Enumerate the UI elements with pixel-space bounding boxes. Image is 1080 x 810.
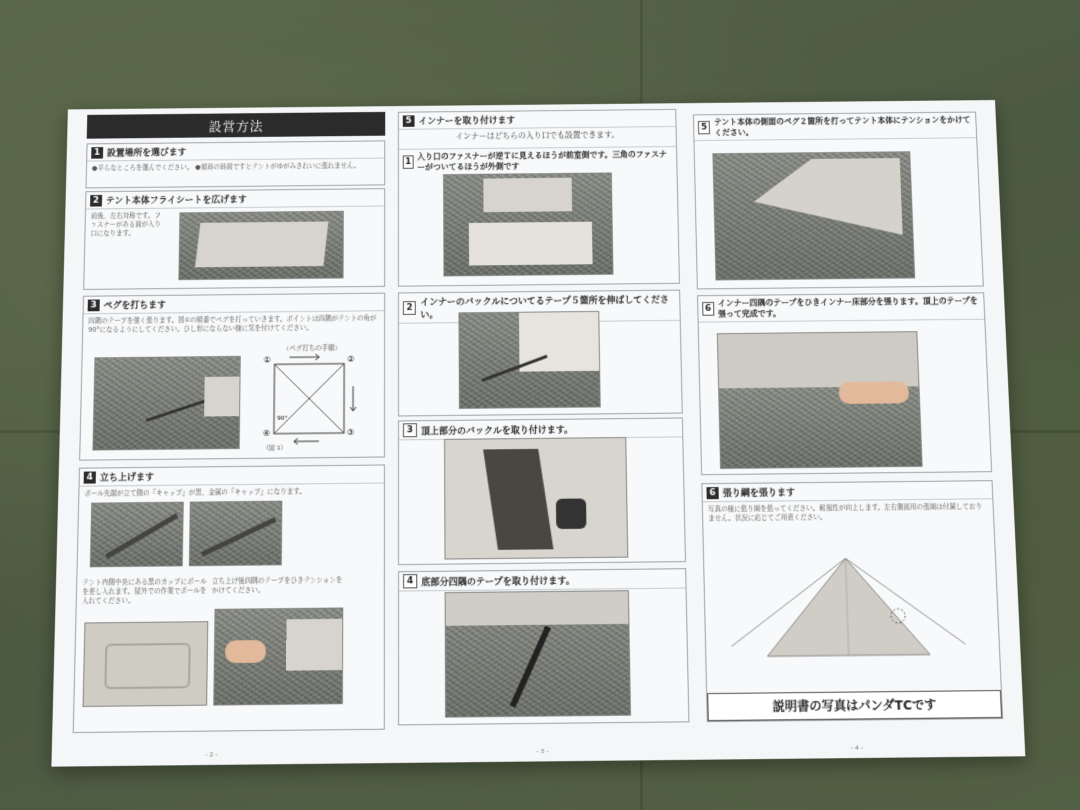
step-text: 四隅のテープを強く張ります。図①の順番でペグを打っていきます。ポイントは四隅がテントの角が90°になるようにしてください。ひし形にならない様に気を付けてください。 — [88, 314, 377, 334]
right-column — [693, 106, 1004, 752]
substep-heading: 底部分四隅のテープを取り付けます。 — [421, 575, 576, 588]
step-text: ポール先端が立て側の『キャップ』が黒、金属の『キャップ』になります。 — [84, 487, 306, 498]
step-heading: 張り綱を張ります — [722, 488, 796, 500]
page-number-middle: - 3 - — [536, 747, 549, 756]
substep-3 — [398, 417, 686, 565]
step-text-3: 立ち上げ後四隅のテープをひきテンションをかけてください。 — [211, 575, 343, 595]
diagram-caption: （図 1） — [262, 444, 287, 452]
inner-floor-photo — [717, 331, 923, 469]
step-text: 前後、左右対称です。ファスナーがある面が入り口になります。 — [90, 211, 162, 237]
pole — [105, 513, 178, 559]
substep-6 — [697, 292, 992, 475]
step-heading: インナーを取り付けます — [418, 116, 516, 127]
hand — [839, 381, 910, 403]
peg-photo — [92, 356, 240, 451]
buckle-tape-photo — [458, 311, 600, 409]
left-column — [72, 112, 385, 759]
substep-number: 6 — [702, 302, 714, 316]
step-heading: ペグを打ちます — [103, 300, 167, 312]
side-peg-photo — [712, 151, 915, 280]
step-5 — [398, 109, 680, 287]
page-number-right: - 4 - — [850, 744, 864, 752]
step-number: 4 — [84, 471, 96, 483]
tent-inside-photo — [83, 621, 209, 707]
inner-layout-photo — [443, 172, 613, 276]
middle-column — [398, 109, 690, 756]
substep-heading: インナーのバックルについてるテープ５箇所を伸ばしてください。 — [420, 295, 670, 321]
guyline-illustration — [724, 552, 971, 667]
caption: 説明書の写真はパンダTCです — [707, 690, 1002, 721]
hand — [225, 640, 266, 663]
substep-heading: インナー四隅のテープをひきインナー床部分を張ります。頂上のテープを張って完成です。 — [717, 296, 979, 319]
corner-label-3: ③ — [346, 427, 355, 437]
flysheet — [195, 221, 328, 267]
step-6 — [701, 480, 1003, 722]
step-3 — [79, 293, 385, 461]
page-number-left: - 2 - — [205, 751, 218, 759]
substep-number: 2 — [403, 301, 416, 315]
top-buckle-photo — [444, 437, 628, 560]
angle-label: 90° — [277, 414, 288, 422]
tent-fabric-dark — [483, 449, 553, 550]
substep-number: 4 — [403, 574, 417, 588]
step-text: 写真の様に張り綱を張ってください。耐風性が向上します。左右側面用の張綱は付属しておりません。状況に応じてご用意ください。 — [707, 502, 983, 523]
tent-side — [753, 158, 903, 236]
tent-corner — [204, 376, 241, 416]
flysheet-photo — [178, 211, 343, 280]
substep-number: 1 — [403, 155, 414, 168]
step-1 — [86, 140, 386, 188]
diagram-title: （ペグ打ちの手順） — [282, 343, 342, 353]
substep-heading: テント本体の側面のペグ２箇所を打ってテント本体にテンションをかけてください。 — [713, 115, 971, 138]
substep-4 — [398, 568, 689, 725]
step-heading: 立ち上げます — [99, 472, 155, 484]
substep-number: 5 — [698, 121, 710, 134]
step-text: インナーはどちらの入り口でも設置できます。 — [455, 130, 620, 141]
step-text: ●平らなところを選んでください。 ●傾斜の斜面ですとテントがゆがみきれいに張れません。 — [91, 161, 361, 173]
step-number: 1 — [91, 147, 103, 159]
corner-label-4: ④ — [262, 428, 271, 438]
step-number: 2 — [90, 194, 102, 206]
bottom-tape-photo — [445, 590, 631, 717]
tape-tension-photo — [213, 607, 343, 705]
peg-diagram — [249, 343, 374, 453]
step-text-2: テント内側中央にある黒のカップにポールを差し入れます。屋外での作業でポールを入れてください。 — [81, 577, 207, 605]
substep-heading: 入り口のファスナーが逆Ｔに見えるほうが前室側です。三角のファスナーがついてるほうが外側です — [417, 149, 667, 172]
substep-2 — [398, 290, 683, 417]
substep-1 — [399, 146, 679, 286]
tape — [510, 626, 551, 708]
flysheet — [483, 178, 572, 213]
step-number: 6 — [706, 487, 718, 499]
pole-photo-2 — [189, 501, 283, 567]
step-number: 3 — [88, 299, 100, 311]
substep-5 — [693, 112, 984, 290]
corner-label-1: ① — [263, 355, 271, 365]
step-heading: テント本体フライシートを広げます — [105, 195, 247, 207]
inner-tent — [469, 222, 593, 266]
corner-label-2: ② — [347, 354, 355, 364]
pole-photo-1 — [90, 502, 184, 568]
substep-number: 3 — [403, 423, 417, 437]
page-title: 設営方法 — [87, 112, 385, 139]
pole-shadow — [104, 643, 190, 689]
pole — [201, 517, 277, 557]
instruction-sheet — [51, 100, 1025, 767]
tent-wall — [446, 591, 629, 626]
step-number: 5 — [403, 115, 415, 127]
substep-heading: 頂上部分のバックルを取り付けます。 — [420, 425, 574, 437]
glove — [556, 498, 587, 529]
step-2 — [83, 188, 385, 290]
step-4 — [73, 464, 385, 733]
step-heading: 設置場所を選びます — [106, 148, 187, 159]
tent-corner — [286, 619, 342, 671]
